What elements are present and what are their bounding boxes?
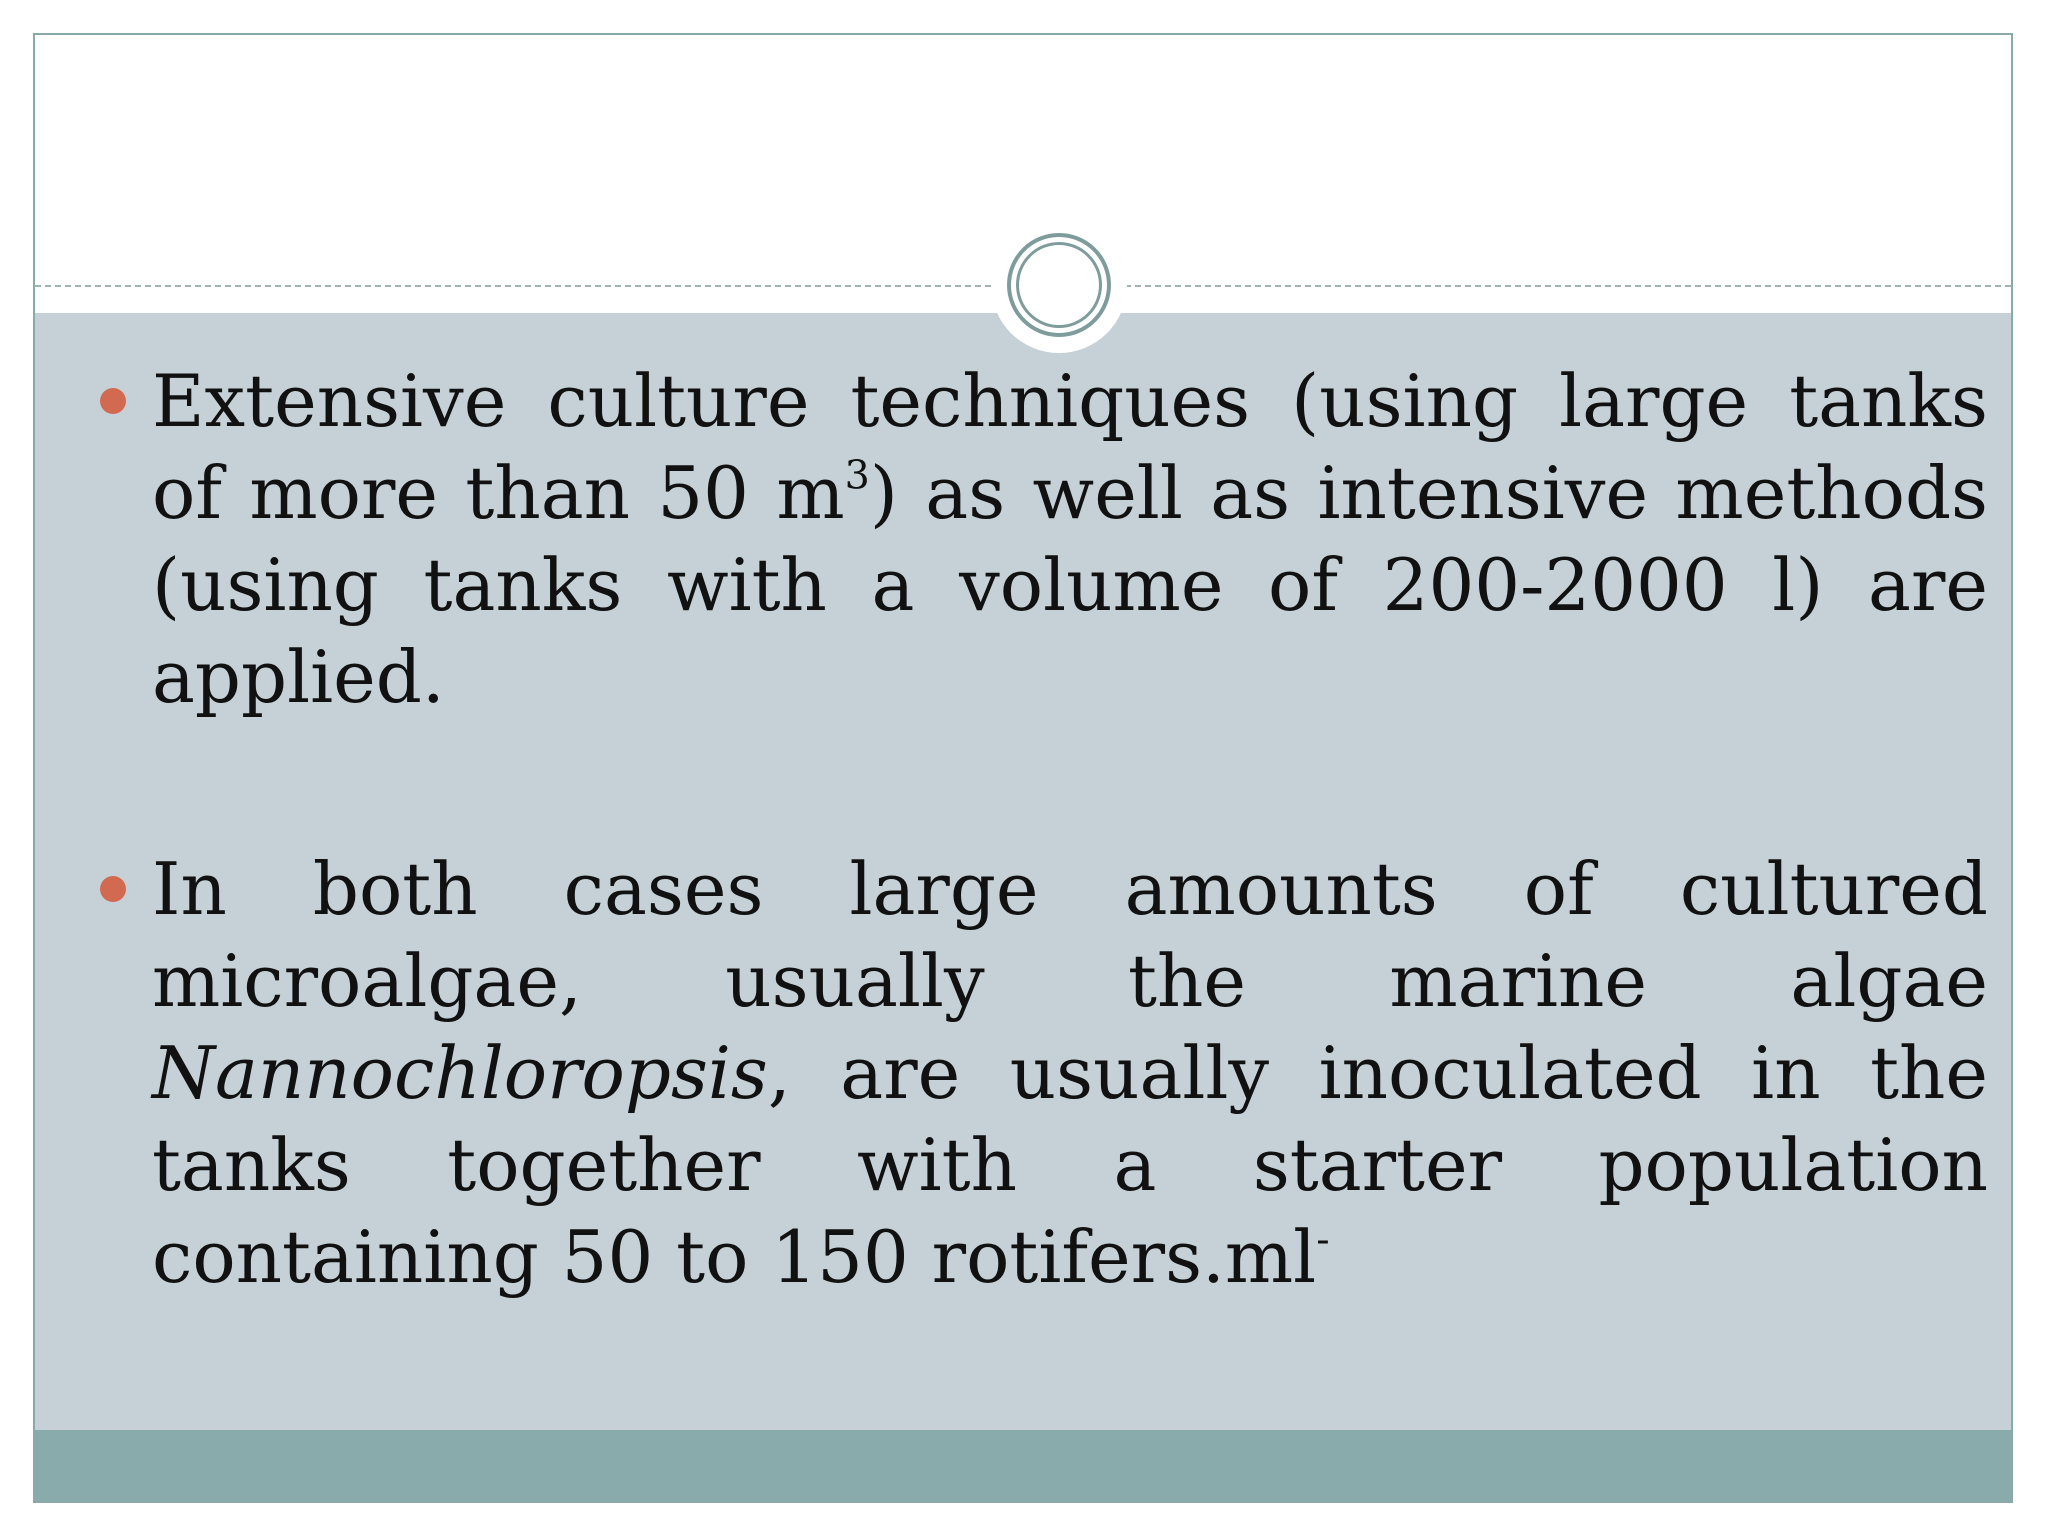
- bullet-2-part-3: , are usually inoculated in the tanks together with a starter population containing 50 to 150 rotifers.ml: [152, 1031, 1988, 1299]
- bullet-item-2: [152, 843, 1988, 1303]
- bullet-text-1: [152, 359, 1988, 719]
- bullet-item-1: [152, 355, 1988, 723]
- bullet-2-part-1: In both cases large amounts of cultured microalgae, usually the marine algae: [152, 847, 1988, 1023]
- bullet-2-species-name: Nannochloropsis: [152, 1031, 768, 1115]
- bullet-list: [35, 355, 2011, 1303]
- slide: [33, 33, 2013, 1503]
- bullet-dot-icon: [100, 388, 126, 414]
- bullet-dot-icon: [100, 876, 126, 902]
- bullet-text-2: [152, 847, 1988, 1299]
- footer-band: [35, 1430, 2011, 1501]
- bullet-1-part-3: ) as well as intensive methods (using tanks with a volume of 200-2000 l) are applied.: [152, 451, 1989, 719]
- bullet-1-part-1: Extensive culture techniques (using large tanks of more than 50 m: [152, 359, 1988, 535]
- bullet-1-superscript: 3: [844, 452, 870, 499]
- ornament-ring-inner-icon: [1016, 242, 1102, 328]
- bullet-2-superscript: -: [1316, 1216, 1330, 1263]
